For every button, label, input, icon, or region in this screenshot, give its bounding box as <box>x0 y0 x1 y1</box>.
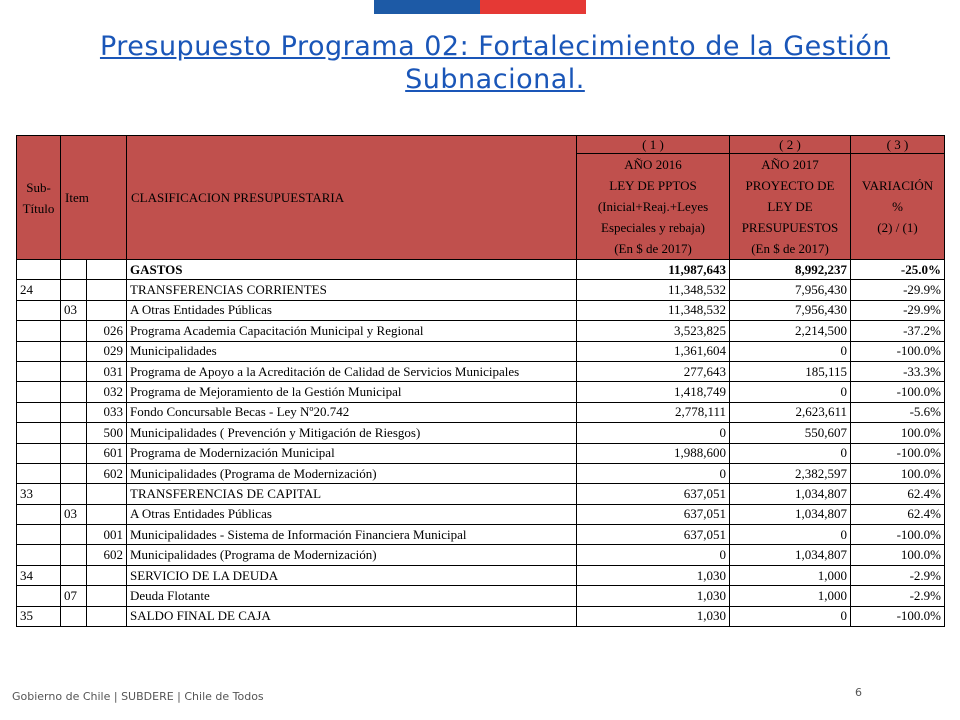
table-row <box>17 586 945 606</box>
header-subtitulo <box>17 136 61 260</box>
row-value-2017: 0 <box>730 606 851 626</box>
row-asignacion: 602 <box>87 545 127 565</box>
row-asignacion: 500 <box>87 423 127 443</box>
header-col-2-line: PRESUPUESTOS <box>741 220 839 235</box>
header-col-3 <box>851 154 945 260</box>
row-value-2016: 2,778,111 <box>577 402 730 422</box>
footer-text: Gobierno de Chile | SUBDERE | Chile de Todos <box>12 690 264 703</box>
row-asignacion: 033 <box>87 402 127 422</box>
row-value-2017: 185,115 <box>730 361 851 381</box>
header-col-2-line: PROYECTO DE <box>745 178 835 193</box>
row-label: A Otras Entidades Públicas <box>127 300 577 320</box>
row-value-2017: 2,623,611 <box>730 402 851 422</box>
row-value-2016: 277,643 <box>577 361 730 381</box>
row-item <box>61 321 87 341</box>
row-item <box>61 463 87 483</box>
row-item <box>61 525 87 545</box>
row-variation: -2.9% <box>851 586 945 606</box>
row-variation: -29.9% <box>851 280 945 300</box>
row-value-2017: 1,034,807 <box>730 484 851 504</box>
row-value-2017: 7,956,430 <box>730 300 851 320</box>
row-label: A Otras Entidades Públicas <box>127 504 577 524</box>
row-variation: 100.0% <box>851 545 945 565</box>
row-label: SERVICIO DE LA DEUDA <box>127 565 577 585</box>
row-subtitulo <box>17 321 61 341</box>
row-value-2016: 1,361,604 <box>577 341 730 361</box>
header-col-3-line: (2) / (1) <box>877 220 918 235</box>
table-row <box>17 341 945 361</box>
row-variation: -100.0% <box>851 525 945 545</box>
row-variation: -100.0% <box>851 606 945 626</box>
row-subtitulo <box>17 341 61 361</box>
header-col-3-line: % <box>892 199 903 214</box>
header-clasificacion <box>127 136 577 260</box>
row-item <box>61 565 87 585</box>
row-asignacion: 601 <box>87 443 127 463</box>
row-label: GASTOS <box>127 260 577 280</box>
row-subtitulo <box>17 300 61 320</box>
row-label: SALDO FINAL DE CAJA <box>127 606 577 626</box>
row-variation: -100.0% <box>851 382 945 402</box>
header-col-1 <box>577 154 730 260</box>
row-variation: -5.6% <box>851 402 945 422</box>
row-item <box>61 260 87 280</box>
row-variation: -33.3% <box>851 361 945 381</box>
row-subtitulo: 33 <box>17 484 61 504</box>
row-label: Programa Academia Capacitación Municipal y Regional <box>127 321 577 341</box>
row-asignacion <box>87 300 127 320</box>
header-subtitulo-label: Sub-Título <box>22 179 55 216</box>
row-value-2017: 8,992,237 <box>730 260 851 280</box>
row-asignacion: 032 <box>87 382 127 402</box>
row-value-2016: 0 <box>577 463 730 483</box>
row-item: 07 <box>61 586 87 606</box>
row-asignacion <box>87 586 127 606</box>
row-subtitulo <box>17 463 61 483</box>
row-item <box>61 361 87 381</box>
row-variation: -2.9% <box>851 565 945 585</box>
row-value-2016: 0 <box>577 545 730 565</box>
row-label: Municipalidades (Programa de Modernización) <box>127 463 577 483</box>
row-variation: 100.0% <box>851 463 945 483</box>
row-asignacion <box>87 606 127 626</box>
budget-table <box>16 135 945 627</box>
row-value-2017: 2,214,500 <box>730 321 851 341</box>
row-value-2017: 7,956,430 <box>730 280 851 300</box>
header-col-2-line: (En $ de 2017) <box>751 241 829 256</box>
row-value-2017: 1,034,807 <box>730 504 851 524</box>
header-col-num-2: ( 2 ) <box>730 136 851 154</box>
row-asignacion: 029 <box>87 341 127 361</box>
table-row <box>17 565 945 585</box>
row-value-2016: 1,030 <box>577 565 730 585</box>
row-variation: 62.4% <box>851 484 945 504</box>
row-value-2017: 1,034,807 <box>730 545 851 565</box>
row-variation: 62.4% <box>851 504 945 524</box>
row-value-2016: 11,348,532 <box>577 300 730 320</box>
row-value-2017: 0 <box>730 525 851 545</box>
row-asignacion <box>87 504 127 524</box>
header-col-2-line: AÑO 2017 <box>761 157 819 172</box>
header-col-2 <box>730 154 851 260</box>
header-item-label: Item <box>65 189 89 205</box>
row-value-2017: 550,607 <box>730 423 851 443</box>
table-row <box>17 504 945 524</box>
table-row <box>17 260 945 280</box>
header-col-num-1: ( 1 ) <box>577 136 730 154</box>
row-label: Municipalidades - Sistema de Información Financiera Municipal <box>127 525 577 545</box>
row-item <box>61 423 87 443</box>
row-asignacion: 031 <box>87 361 127 381</box>
row-value-2016: 637,051 <box>577 484 730 504</box>
row-label: Programa de Modernización Municipal <box>127 443 577 463</box>
row-value-2016: 637,051 <box>577 525 730 545</box>
row-asignacion: 001 <box>87 525 127 545</box>
row-subtitulo: 34 <box>17 565 61 585</box>
table-row <box>17 402 945 422</box>
row-asignacion <box>87 484 127 504</box>
header-col-2-line: LEY DE <box>767 199 813 214</box>
row-subtitulo <box>17 443 61 463</box>
table-row <box>17 300 945 320</box>
row-subtitulo <box>17 525 61 545</box>
table-row <box>17 321 945 341</box>
row-label: Programa de Mejoramiento de la Gestión Municipal <box>127 382 577 402</box>
row-value-2016: 1,418,749 <box>577 382 730 402</box>
row-value-2017: 1,000 <box>730 565 851 585</box>
header-col-1-line: Especiales y rebaja) <box>601 220 705 235</box>
row-value-2017: 0 <box>730 443 851 463</box>
header-col-num-3: ( 3 ) <box>851 136 945 154</box>
row-item <box>61 402 87 422</box>
row-label: Municipalidades <box>127 341 577 361</box>
row-variation: -100.0% <box>851 443 945 463</box>
row-item <box>61 545 87 565</box>
row-subtitulo <box>17 361 61 381</box>
row-value-2016: 3,523,825 <box>577 321 730 341</box>
row-value-2016: 11,987,643 <box>577 260 730 280</box>
row-subtitulo <box>17 382 61 402</box>
row-variation: -100.0% <box>851 341 945 361</box>
table-row <box>17 280 945 300</box>
row-subtitulo <box>17 402 61 422</box>
table-row <box>17 606 945 626</box>
row-value-2016: 1,988,600 <box>577 443 730 463</box>
row-value-2016: 0 <box>577 423 730 443</box>
header-col-1-line: LEY DE PPTOS <box>609 178 697 193</box>
row-value-2017: 0 <box>730 341 851 361</box>
row-value-2016: 11,348,532 <box>577 280 730 300</box>
row-variation: 100.0% <box>851 423 945 443</box>
row-item <box>61 443 87 463</box>
row-item <box>61 341 87 361</box>
row-label: Municipalidades ( Prevención y Mitigación de Riesgos) <box>127 423 577 443</box>
row-subtitulo <box>17 586 61 606</box>
row-item <box>61 606 87 626</box>
table-row <box>17 423 945 443</box>
row-variation: -29.9% <box>851 300 945 320</box>
row-value-2016: 637,051 <box>577 504 730 524</box>
row-asignacion: 602 <box>87 463 127 483</box>
table-row <box>17 525 945 545</box>
row-value-2016: 1,030 <box>577 586 730 606</box>
row-value-2016: 1,030 <box>577 606 730 626</box>
row-label: Programa de Apoyo a la Acreditación de Calidad de Servicios Municipales <box>127 361 577 381</box>
row-subtitulo <box>17 260 61 280</box>
table-row <box>17 545 945 565</box>
header-col-3-line: VARIACIÓN <box>861 178 934 193</box>
row-item: 03 <box>61 300 87 320</box>
table-row <box>17 382 945 402</box>
page-title[interactable]: Presupuesto Programa 02: Fortalecimiento de la Gestión Subnacional. <box>99 31 891 95</box>
row-label: Fondo Concursable Becas - Ley Nº20.742 <box>127 402 577 422</box>
table-row <box>17 484 945 504</box>
budget-table-body <box>17 260 945 627</box>
table-row <box>17 463 945 483</box>
row-value-2017: 2,382,597 <box>730 463 851 483</box>
header-col-1-line: (En $ de 2017) <box>614 241 692 256</box>
row-label: Municipalidades (Programa de Modernización) <box>127 545 577 565</box>
table-row <box>17 443 945 463</box>
flag-blue-stripe <box>374 0 480 14</box>
row-label: TRANSFERENCIAS CORRIENTES <box>127 280 577 300</box>
header-col-1-line: AÑO 2016 <box>624 157 682 172</box>
row-subtitulo <box>17 545 61 565</box>
row-asignacion <box>87 260 127 280</box>
row-label: TRANSFERENCIAS DE CAPITAL <box>127 484 577 504</box>
row-asignacion <box>87 280 127 300</box>
row-value-2017: 1,000 <box>730 586 851 606</box>
row-variation: -25.0% <box>851 260 945 280</box>
header-clasificacion-label: CLASIFICACION PRESUPUESTARIA <box>131 189 345 205</box>
row-item <box>61 382 87 402</box>
row-asignacion: 026 <box>87 321 127 341</box>
page-number: 6 <box>855 686 862 699</box>
header-item <box>61 136 127 260</box>
row-subtitulo: 35 <box>17 606 61 626</box>
flag-red-stripe <box>480 0 586 14</box>
row-value-2017: 0 <box>730 382 851 402</box>
row-asignacion <box>87 565 127 585</box>
row-subtitulo <box>17 504 61 524</box>
row-item <box>61 280 87 300</box>
row-subtitulo: 24 <box>17 280 61 300</box>
row-item: 03 <box>61 504 87 524</box>
row-item <box>61 484 87 504</box>
row-variation: -37.2% <box>851 321 945 341</box>
header-col-1-line: (Inicial+Reaj.+Leyes <box>597 199 709 214</box>
table-row <box>17 361 945 381</box>
row-subtitulo <box>17 423 61 443</box>
row-label: Deuda Flotante <box>127 586 577 606</box>
